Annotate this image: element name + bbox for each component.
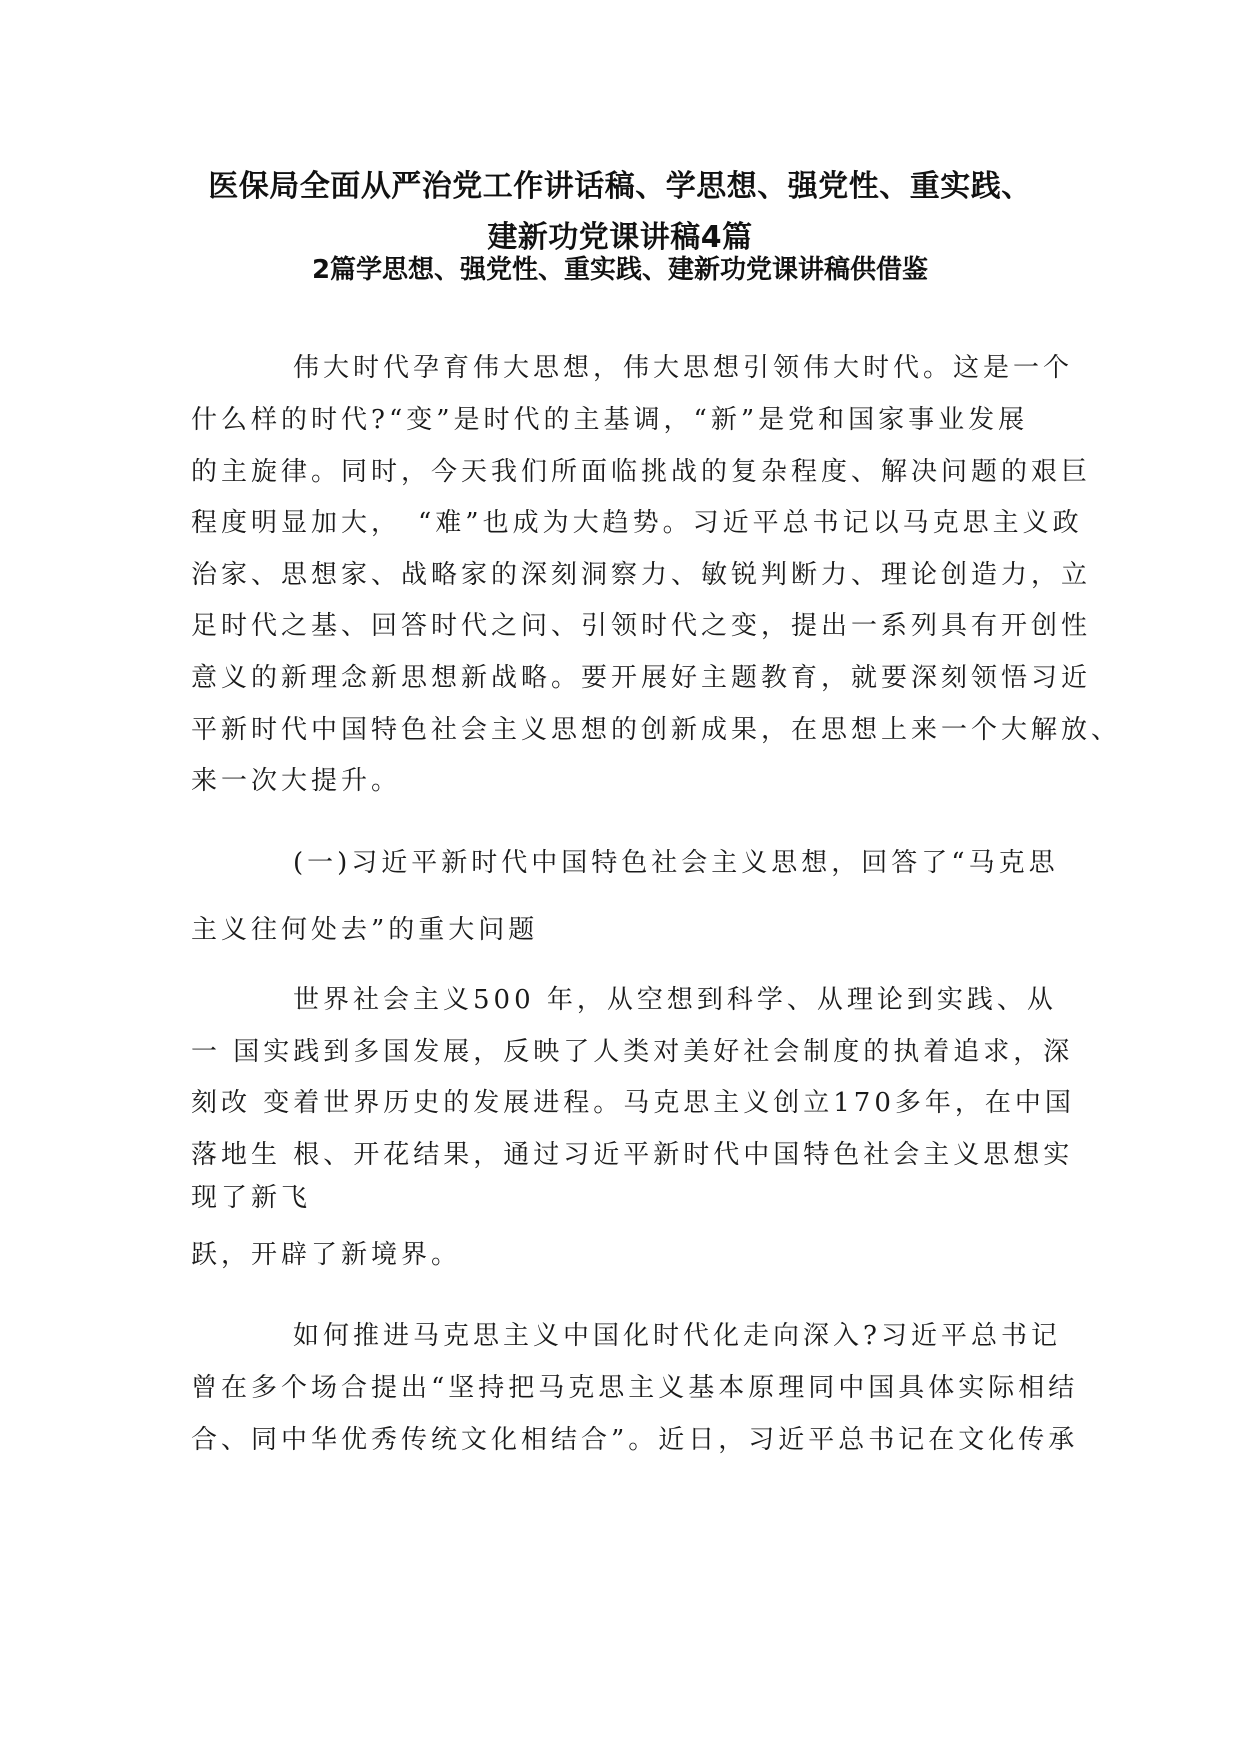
section-heading-line: 主义往何处去”的重大问题	[191, 915, 539, 945]
body-line: 合、同中华优秀传统文化相结合”。近日，习近平总书记在文化传承	[191, 1425, 1079, 1455]
document-title-line-1: 医保局全面从严治党工作讲话稿、学思想、强党性、重实践、	[208, 169, 1032, 204]
body-line: 什么样的时代?“变”是时代的主基调，“新”是党和国家事业发展	[191, 405, 1029, 435]
document-subtitle: 2篇学思想、强党性、重实践、建新功党课讲稿供借鉴	[311, 255, 929, 285]
body-line: 现了新飞	[191, 1183, 312, 1213]
body-line: 治家、思想家、战略家的深刻洞察力、敏锐判断力、理论创造力，立	[191, 560, 1092, 590]
document-title-line-2: 建新功党课讲稿4篇	[487, 220, 753, 255]
body-line: 刻改 变着世界历史的发展进程。马克思主义创立170多年，在中国	[191, 1088, 1075, 1118]
body-line: 如何推进马克思主义中国化时代化走向深入?习近平总书记	[293, 1321, 1061, 1351]
body-line: 来一次大提升。	[191, 766, 402, 796]
body-line: 的主旋律。同时，今天我们所面临挑战的复杂程度、解决问题的艰巨	[191, 457, 1092, 487]
body-line: 平新时代中国特色社会主义思想的创新成果，在思想上来一个大解放、	[191, 715, 1122, 745]
body-line: 曾在多个场合提出“坚持把马克思主义基本原理同中国具体实际相结	[191, 1373, 1079, 1403]
body-line: 世界社会主义500 年，从空想到科学、从理论到实践、从	[293, 985, 1057, 1015]
body-line: 意义的新理念新思想新战略。要开展好主题教育，就要深刻领悟习近	[191, 663, 1092, 693]
body-line: 伟大时代孕育伟大思想，伟大思想引领伟大时代。这是一个	[293, 353, 1074, 383]
section-heading-line: (一)习近平新时代中国特色社会主义思想，回答了“马克思	[293, 848, 1059, 878]
body-line: 落地生 根、开花结果，通过习近平新时代中国特色社会主义思想实	[191, 1140, 1074, 1170]
body-line: 跃，开辟了新境界。	[191, 1240, 462, 1270]
body-line: 一 国实践到多国发展，反映了人类对美好社会制度的执着追求，深	[191, 1037, 1074, 1067]
body-line: 足时代之基、回答时代之问、引领时代之变，提出一系列具有开创性	[191, 611, 1092, 641]
body-line: 程度明显加大， “难”也成为大趋势。习近平总书记以马克思主义政	[191, 508, 1083, 538]
